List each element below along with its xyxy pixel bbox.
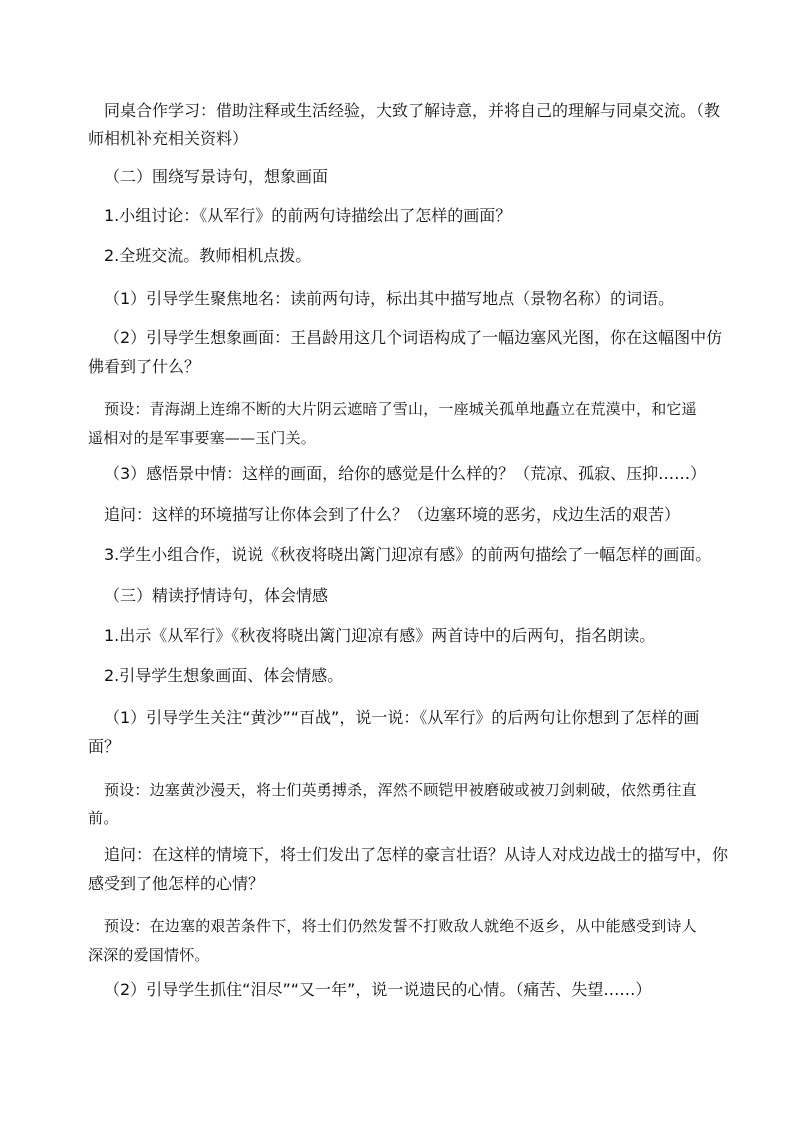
paragraph-line: 师相机补充相关资料） xyxy=(88,129,249,148)
paragraph-line: 1.出示《从军行》《秋夜将晓出篱门迎凉有感》两首诗中的后两句，指名朗读。 xyxy=(104,626,656,645)
preset-answer: 预设：青海湖上连绵不断的大片阴云遮暗了雪山，一座城关孤单地矗立在荒漠中，和它遥 xyxy=(104,400,697,418)
paragraph-line: （3）感悟景中情：这样的画面，给你的感觉是什么样的？（荒凉、孤寂、压抑……） xyxy=(104,464,707,483)
section-heading: （二）围绕写景诗句，想象画面 xyxy=(104,167,329,186)
paragraph-line: 佛看到了什么？ xyxy=(88,357,201,376)
preset-answer: 遥相对的是军事要塞——玉门关。 xyxy=(88,429,317,447)
paragraph-line: （1）引导学生聚焦地名：读前两句诗，标出其中描写地点（景物名称）的词语。 xyxy=(104,289,675,308)
paragraph-line: 2.引导学生想象画面、体会情感。 xyxy=(104,666,344,685)
paragraph-line: 1.小组讨论：《从军行》的前两句诗描绘出了怎样的画面？ xyxy=(104,206,512,225)
paragraph-line: 3.学生小组合作，说说《秋夜将晓出篱门迎凉有感》的前两句描绘了一幅怎样的画面。 xyxy=(104,545,712,564)
paragraph-line: （2）引导学生抓住“泪尽”“又一年”，说一说遗民的心情。（痛苦、失望……） xyxy=(104,980,652,999)
paragraph-line: 面？ xyxy=(88,737,121,756)
preset-answer: 预设：在边塞的艰苦条件下，将士们仍然发誓不打败敌人就绝不返乡，从中能感受到诗人 xyxy=(104,917,697,935)
paragraph-line: 追问：这样的环境描写让你体会到了什么？（边塞环境的恶劣，戍边生活的艰苦） xyxy=(104,505,681,524)
paragraph-line: 同桌合作学习：借助注释或生活经验，大致了解诗意，并将自己的理解与同桌交流。（教 xyxy=(104,101,721,120)
paragraph-line: 追问：在这样的情境下，将士们发出了怎样的豪言壮语？从诗人对戍边战士的描写中，你 xyxy=(104,845,729,864)
paragraph-line: （2）引导学生想象画面：王昌龄用这几个词语构成了一幅边塞风光图，你在这幅图中仿 xyxy=(104,328,723,347)
paragraph-line: 2.全班交流。教师相机点拨。 xyxy=(104,246,312,265)
preset-answer: 前。 xyxy=(88,809,119,827)
section-heading: （三）精读抒情诗句，体会情感 xyxy=(104,586,329,605)
preset-answer: 预设：边塞黄沙漫天，将士们英勇搏杀，浑然不顾铠甲被磨破或被刀剑刺破，依然勇往直 xyxy=(104,781,697,799)
paragraph-line: （1）引导学生关注“黄沙”“百战”，说一说：《从军行》的后两句让你想到了怎样的画 xyxy=(104,708,700,727)
preset-answer: 深深的爱国情怀。 xyxy=(88,946,210,964)
paragraph-line: 感受到了他怎样的心情？ xyxy=(88,874,265,893)
